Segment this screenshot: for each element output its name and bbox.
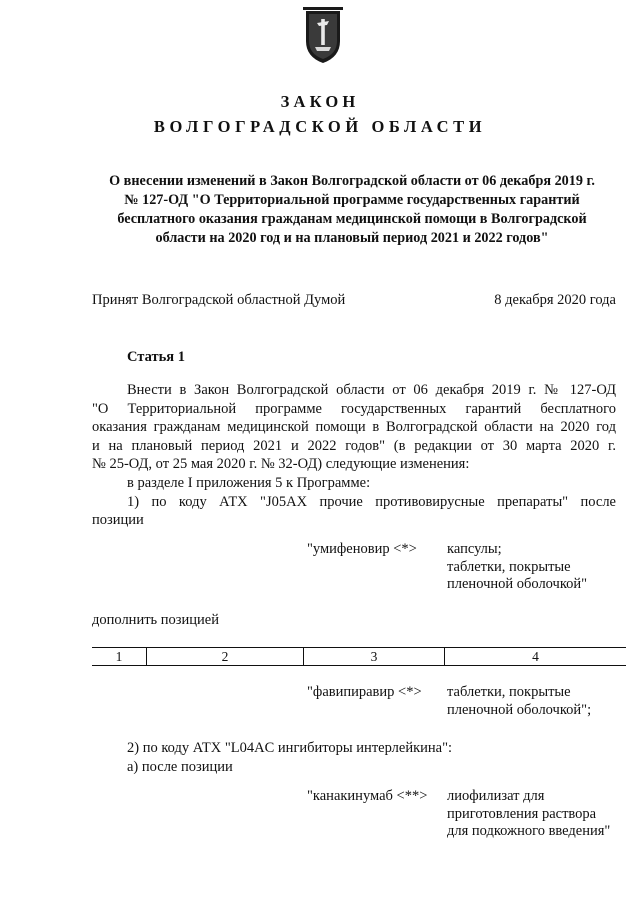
drug-form-line: таблетки, покрытые (447, 558, 571, 575)
subject-line: № 127-ОД "О Территориальной программе государственных гарантий (124, 192, 580, 208)
law-subject (88, 172, 616, 248)
adopted-by: Принят Волгоградской областной Думой (92, 292, 346, 308)
drug-form-line: пленочной оболочкой"; (447, 701, 592, 718)
item-2-text: 2) по коду АТХ "L04AC ингибиторы интерлейкина": (127, 740, 453, 756)
drug-name: "канакинумаб <**> (307, 788, 428, 804)
subject-line: О внесении изменений в Закон Волгоградской области от 06 декабря 2019 г. (109, 173, 595, 189)
article-body (92, 381, 616, 530)
coat-of-arms-icon (303, 7, 343, 65)
article-line: позиции (92, 512, 144, 529)
article-line: № 25-ОД, от 25 мая 2020 г. № 32-ОД) следующие изменения: (92, 456, 470, 473)
drug-form-line: приготовления раствора (447, 805, 597, 822)
article-line: Внести в Закон Волгоградской области от 06 декабря 2019 г. № 127-ОД (127, 382, 616, 398)
table-cell: 4 (532, 649, 539, 664)
law-heading: ЗАКОН (280, 92, 360, 111)
add-position-text: дополнить позицией (92, 612, 219, 628)
article-line: "О Территориальной программе государственных гарантий бесплатного (92, 400, 616, 417)
adopted-date: 8 декабря 2020 года (494, 292, 616, 308)
table-cell: 2 (221, 649, 229, 664)
article-title: Статья 1 (127, 349, 185, 365)
article-line: 1) по коду АТХ "J05AX прочие противовирусные препараты" после (127, 493, 616, 510)
drug-form-line: лиофилизат для (447, 788, 545, 804)
drug-form (447, 788, 610, 841)
subject-line: бесплатного оказания гражданам медицинской помощи в Волгоградской (117, 211, 587, 227)
article-line: оказания гражданам медицинской помощи в Волгоградской области на 2020 год (92, 419, 616, 436)
drug-form-line: пленочной оболочкой" (447, 576, 588, 592)
table-cell: 1 (115, 649, 123, 664)
drug-form-line: для подкожного введения" (447, 823, 611, 839)
column-number-table (92, 647, 626, 666)
article-line: в разделе I приложения 5 к Программе: (127, 474, 371, 491)
subject-line: области на 2020 год и на плановый период 2021 и 2022 годов" (155, 230, 549, 246)
drug-form (447, 684, 591, 719)
drug-name: "фавипиравир <*> (307, 684, 422, 700)
drug-form-line: капсулы; (447, 541, 502, 557)
drug-form-line: таблетки, покрытые (447, 684, 571, 700)
item-2a-text: а) после позиции (127, 759, 233, 775)
table-cell: 3 (370, 649, 378, 664)
region-heading: ВОЛГОГРАДСКОЙ ОБЛАСТИ (153, 117, 487, 136)
article-line: и на плановый период 2021 и 2022 годов" (в редакции от 30 марта 2020 г. (92, 437, 616, 454)
drug-form (447, 541, 587, 594)
drug-name: "умифеновир <*> (307, 541, 417, 557)
